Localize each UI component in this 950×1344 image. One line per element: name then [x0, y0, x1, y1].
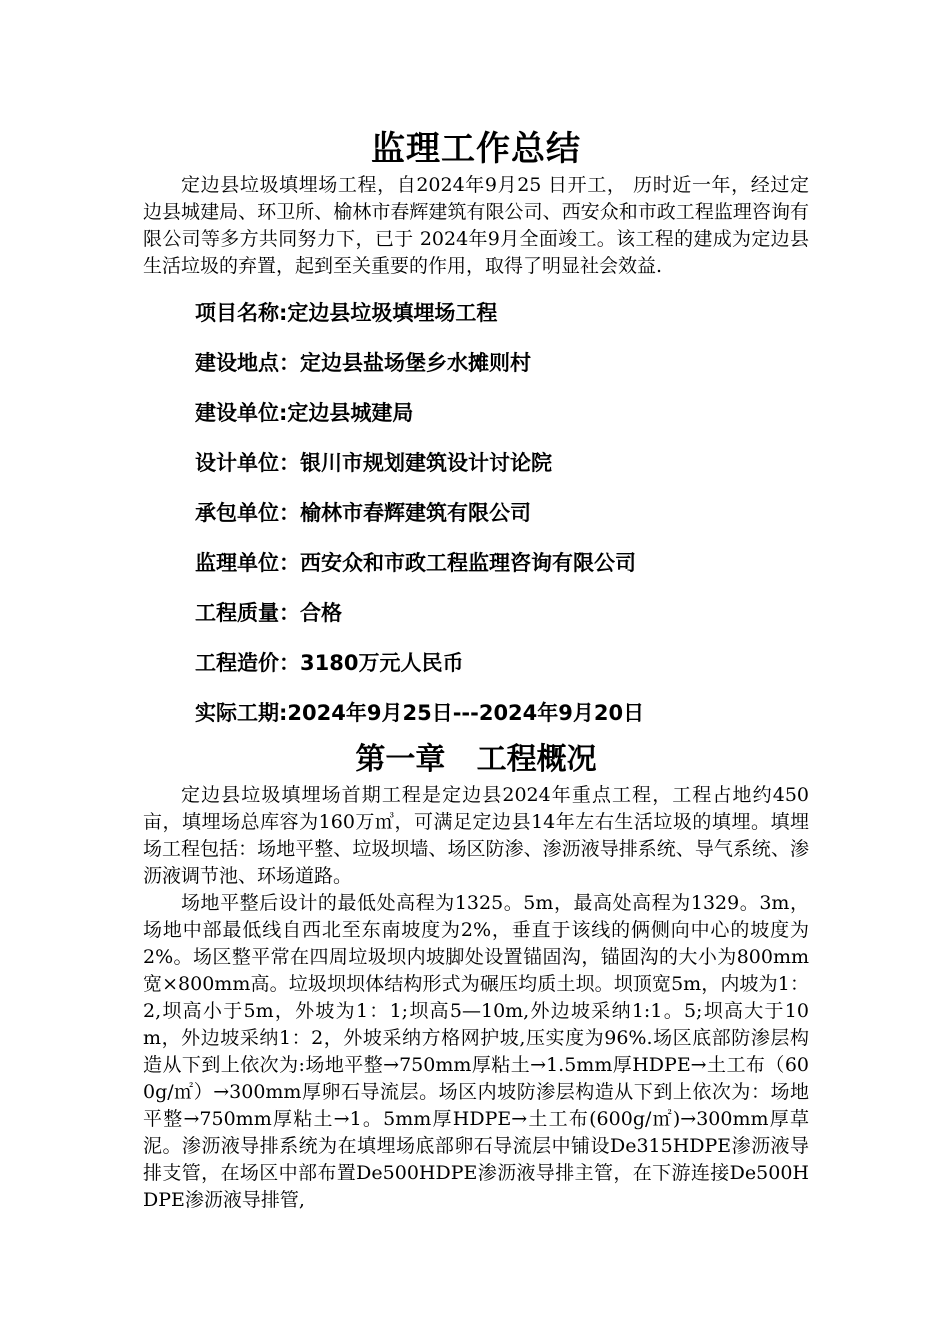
info-value: 3180万元人民币: [300, 651, 464, 675]
info-duration: [143, 688, 809, 738]
info-value: 榆林市春辉建筑有限公司: [300, 501, 531, 525]
info-label: 实际工期:: [195, 701, 288, 725]
info-label: 工程质量：: [195, 601, 300, 625]
info-label: 承包单位：: [195, 501, 300, 525]
info-label: 建设单位:: [195, 401, 288, 425]
info-client: [143, 388, 809, 438]
info-label: 工程造价：: [195, 651, 300, 675]
info-quality: [143, 588, 809, 638]
chapter-paragraph-1: 定边县垃圾填埋场首期工程是定边县2024年重点工程，工程占地约450亩，填埋场总库容为160万㎥，可满足定边县14年左右生活垃圾的填埋。填埋场工程包括：场地平整、垃圾坝墙、场区防渗、渗沥液导排系统、导气系统、渗沥液调节池、环场道路。: [143, 784, 809, 887]
info-value: 合格: [300, 601, 342, 625]
info-value: 2024年9月25日---2024年9月20日: [287, 701, 645, 725]
chapter-heading: 第一章 工程概况: [355, 742, 597, 777]
info-cost: [143, 638, 809, 688]
info-label: 监理单位：: [195, 551, 300, 575]
info-label: 建设地点：: [195, 351, 300, 375]
info-label: 设计单位：: [195, 451, 300, 475]
info-value: 定边县垃圾填埋场工程: [287, 301, 498, 325]
info-supervisor: [143, 538, 809, 588]
intro-paragraph: 定边县垃圾填埋场工程，自2024年9月25 日开工， 历时近一年，经过定边县城建局、环卫所、榆林市春辉建筑有限公司、西安众和市政工程监理咨询有限公司等多方共同努力下，已于 2024年9月全面竣工。该工程的建成为定边县生活垃圾的弃置，起到至关重要的作用，取得了明显社会效益.: [143, 174, 809, 277]
info-value: 定边县城建局: [287, 401, 414, 425]
document-title: 监理工作总结: [371, 129, 581, 169]
project-info-list: [143, 288, 809, 738]
chapter-paragraph-2: 场地平整后设计的最低处高程为1325。5m，最高处高程为1329。3m，场地中部最低线自西北至东南坡度为2%，垂直于该线的俩侧向中心的坡度为2%。场区整平常在四周垃圾坝内坡脚处设置锚固沟，锚固沟的大小为800mm宽×800mm高。垃圾坝坝体结构形式为碾压均质土坝。坝顶宽5m，内坡为1：2,坝高小于5m，外坡为1：1;坝高5—10m,外边坡采纳1:1。5;坝高大于10m，外边坡采纳1：2，外坡采纳方格网护坡,压实度为96%.场区底部防渗层构造从下到上依次为:场地平整→750mm厚粘土→1.5mm厚HDPE→土工布（600g/㎡）→300mm厚卵石导流层。场区内坡防渗层构造从下到上依次为：场地平整→750mm厚粘土→1。5mm厚HDPE→土工布(600g/㎡)→300mm厚草泥。渗沥液导排系统为在填埋场底部卵石导流层中铺设De315HDPE渗沥液导排支管，在场区中部布置De500HDPE渗沥液导排主管，在下游连接De500HDPE渗沥液导排管,: [143, 892, 809, 1211]
info-project-name: [143, 288, 809, 338]
info-label: 项目名称:: [195, 301, 288, 325]
info-location: [143, 338, 809, 388]
info-value: 西安众和市政工程监理咨询有限公司: [300, 551, 636, 575]
info-value: 银川市规划建筑设计讨论院: [300, 451, 552, 475]
info-contractor: [143, 488, 809, 538]
info-value: 定边县盐场堡乡水摊则村: [300, 351, 531, 375]
document-page: [143, 126, 809, 1214]
info-designer: [143, 438, 809, 488]
